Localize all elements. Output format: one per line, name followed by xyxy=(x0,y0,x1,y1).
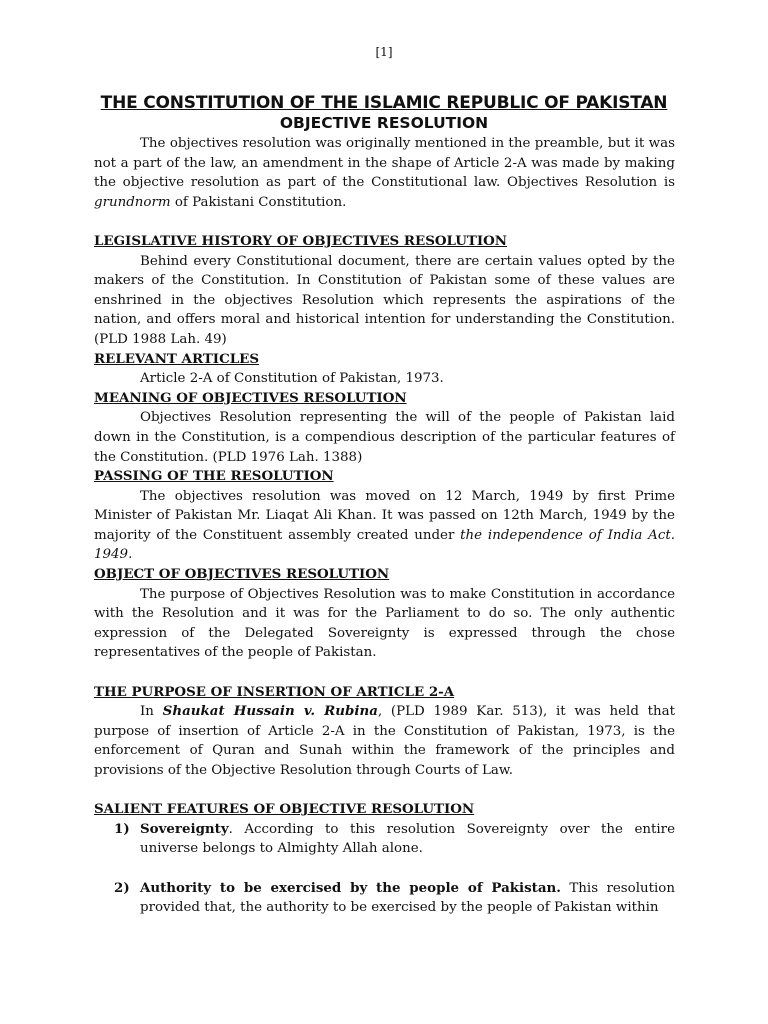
heading-meaning: MEANING OF OBJECTIVES RESOLUTION xyxy=(94,389,407,406)
paragraph-relevant-articles: Article 2-A of Constitution of Pakistan, 1973. xyxy=(140,371,444,387)
document-title: THE CONSTITUTION OF THE ISLAMIC REPUBLIC OF PAKISTAN xyxy=(100,93,668,113)
paragraph-purpose-insertion: In Shaukat Hussain v. Rubina, (PLD 1989 Kar. 513), it was held that purpose of insertion of Article 2-A in the Constitution of Pakistan, 1973, is the enforcement of Quran and Sunah within the framework of the principles and provisions of the Objective Resolution through Courts of Law. xyxy=(94,703,676,778)
paragraph-passing: The objectives resolution was moved on 12 March, 1949 by first Prime Minister of Pakistan Mr. Liaqat Ali Khan. It was passed on 12th March, 1949 by the majority of the Constituent assembly created under the independence of India Act. 1949. xyxy=(94,488,675,563)
grundnorm-term: grundnorm xyxy=(94,194,171,210)
heading-passing: PASSING OF THE RESOLUTION xyxy=(94,468,334,485)
intro-paragraph: The objectives resolution was originally mentioned in the preamble, but it was not a part of the law, an amendment in the shape of Article 2-A was made by making the objective resolution as part of the Constitutional law. Objectives Resolution is grundnorm of Pakistani Constitution. xyxy=(94,136,675,210)
list-item: 1) Sovereignty. According to this resolution Sovereignty over the entire universe belongs to Almighty Allah alone. xyxy=(114,820,675,857)
paragraph-meaning: Objectives Resolution representing the will of the people of Pakistan laid down in the Constitution, is a compendious description of the particular features of the Constitution. (PLD 1976 Lah. 1388) xyxy=(94,410,675,465)
document-body xyxy=(94,134,675,918)
heading-object: OBJECT OF OBJECTIVES RESOLUTION xyxy=(94,566,390,583)
paragraph-object: The purpose of Objectives Resolution was to make Constitution in accordance with the Resolution and it was for the Parliament to do so. The only authentic expression of the Delegated Sovereignty is expressed through the chose representatives of the people of Pakistan. xyxy=(94,586,675,661)
heading-salient-features: SALIENT FEATURES OF OBJECTIVE RESOLUTION xyxy=(94,801,475,818)
page-number: [1] xyxy=(375,45,393,59)
list-item: 2) Authority to be exercised by the people of Pakistan. This resolution provided that, the authority to be exercised by the people of Pakistan within xyxy=(114,879,675,916)
act-name: the independence of India Act. 1949 xyxy=(94,527,675,563)
document-subtitle: OBJECTIVE RESOLUTION xyxy=(279,114,489,132)
heading-legislative-history: LEGISLATIVE HISTORY OF OBJECTIVES RESOLUTION xyxy=(94,232,508,249)
paragraph-legislative-history: Behind every Constitutional document, there are certain values opted by the makers of the Constitution. In Constitution of Pakistan some of these values are enshrined in the objectives Resolution which represents the aspirations of the nation, and offers moral and historical intention for understanding the Constitution. (PLD 1988 Lah. 49) xyxy=(94,253,675,347)
salient-features-list xyxy=(94,820,675,918)
heading-purpose-insertion: THE PURPOSE OF INSERTION OF ARTICLE 2-A xyxy=(94,683,455,700)
heading-relevant-articles: RELEVANT ARTICLES xyxy=(94,350,260,367)
case-name: Shaukat Hussain v. Rubina xyxy=(162,703,378,720)
